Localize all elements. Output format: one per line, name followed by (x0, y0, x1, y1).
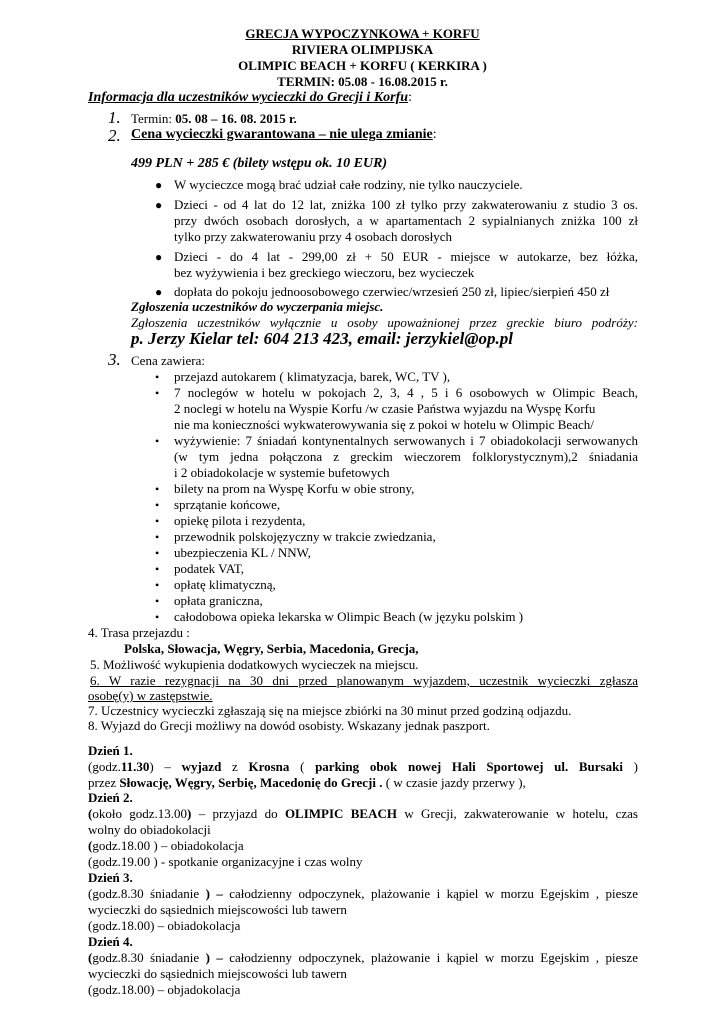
includes-10: opłatę klimatyczną, (174, 577, 276, 592)
bullet-dot: • (155, 610, 160, 624)
term-line: Termin: 05. 08 – 16. 08. 2015 r. (131, 111, 297, 126)
price-bullet-2c: tylko przy zakwaterowaniu przy 4 osobach dorosłych (174, 229, 452, 244)
price-bullet-1: W wycieczce mogą brać udział całe rodziny, nie tylko nauczyciele. (174, 177, 523, 192)
includes-6: opiekę pilota i rezydenta, (174, 513, 306, 528)
day-3-line-3: (godz.18.00) – obiadokolacja (88, 918, 241, 933)
includes-2a: 7 noclegów w hotelu w pokojach 2, 3, 4 , 5 i 6 osobowych w Olimpic Beach, (174, 385, 638, 400)
bullet-dot: ● (155, 198, 163, 212)
price-bullet-4: dopłata do pokoju jednoosobowego czerwiec/wrzesień 250 zł, lipiec/sierpień 450 zł (174, 284, 610, 299)
bullet-dot: • (155, 578, 160, 592)
includes-8: ubezpieczenia KL / NNW, (174, 545, 311, 560)
includes-11: opłata graniczna, (174, 593, 263, 608)
item-number-3: 3. (108, 350, 121, 369)
day-1-line-2: przez Słowację, Węgry, Serbię, Macedonię do Grecji . ( w czasie jazdy przerwy ), (88, 775, 526, 790)
price-value: 499 PLN + 285 € (bilety wstępu ok. 10 EUR) (131, 156, 388, 171)
point-6a: 6. W razie rezygnacji na 30 dni przed planowanym wyjazdem, uczestnik wycieczki zgłasza (90, 673, 638, 688)
day-2-line-3: (godz.18.00 ) – obiadokolacja (88, 838, 244, 853)
includes-5: sprzątanie końcowe, (174, 497, 281, 512)
bullet-dot: ● (155, 285, 163, 299)
item-number-1: 1. (108, 108, 121, 127)
bullet-dot: • (155, 482, 160, 496)
day-4-title: Dzień 4. (88, 934, 133, 949)
point-6b: osobę(y) w zastępstwie. (88, 688, 213, 703)
route-countries: Polska, Słowacja, Węgry, Serbia, Macedonia, Grecja, (124, 641, 419, 656)
includes-1: przejazd autokarem ( klimatyzacja, barek, WC, TV ), (174, 369, 451, 384)
day-3-line-1: (godz.8.30 śniadanie ) – całodzienny odpoczynek, plażowanie i kąpiel w morzu Egejskim , piesze (88, 886, 638, 901)
includes-3c: i 2 obiadokolacje w systemie bufetowych (174, 465, 390, 480)
bullet-dot: • (155, 546, 160, 560)
price-heading: Cena wycieczki gwarantowana – nie ulega zmianie: (131, 127, 437, 142)
item-number-2: 2. (108, 126, 121, 145)
header-destinations: OLIMPIC BEACH + KORFU ( KERKIRA ) (238, 58, 487, 73)
bullet-dot: • (155, 498, 160, 512)
header-region: RIVIERA OLIMPIJSKA (291, 42, 434, 57)
price-bullet-2a: Dzieci - od 4 lat do 12 lat, zniżka 100 zł tylko przy zakwaterowaniu z studio 3 os. (174, 197, 638, 212)
price-bullet-3b: bez wyżywienia i bez greckiego wieczoru, bez wycieczek (174, 265, 475, 280)
day-1-line-1: (godz.11.30) – wyjazd z Krosna ( parking obok nowej Hali Sportowej ul. Bursaki ) (88, 759, 638, 774)
includes-7: przewodnik polskojęzyczny w trakcie zwiedzania, (174, 529, 436, 544)
bullet-dot: • (155, 514, 160, 528)
day-1-title: Dzień 1. (88, 743, 133, 758)
point-7: 7. Uczestnicy wycieczki zgłaszają się na miejsce zbiórki na 30 minut przed godziną odjazdu. (88, 703, 572, 718)
header-term: TERMIN: 05.08 - 16.08.2015 r. (277, 74, 448, 89)
contact-line: p. Jerzy Kielar tel: 604 213 423, email: jerzykiel@op.pl (131, 329, 513, 348)
includes-3b: (w tym jedna połączona z greckim wieczorem folklorystycznym),2 śniadania (174, 449, 638, 464)
day-3-title: Dzień 3. (88, 870, 133, 885)
header-title: GRECJA WYPOCZYNKOWA + KORFU (245, 26, 480, 41)
price-includes-heading: Cena zawiera: (131, 353, 205, 368)
point-8: 8. Wyjazd do Grecji możliwy na dowód osobisty. Wskazany jednak paszport. (88, 718, 490, 733)
includes-2c: nie ma konieczności wykwaterowywania się z pokoi w hotelu w Olimpic Beach/ (174, 417, 594, 432)
point-5: 5. Możliwość wykupienia dodatkowych wycieczek na miejscu. (90, 657, 419, 672)
info-title: Informacja dla uczestników wycieczki do Grecji i Korfu: (88, 90, 412, 105)
bullet-dot: • (155, 370, 160, 384)
includes-3a: wyżywienie: 7 śniadań kontynentalnych serwowanych i 7 obiadokolacji serwowanych (174, 433, 638, 448)
bullet-dot: ● (155, 250, 163, 264)
day-4-line-2: wycieczki do sąsiednich miejscowości lub tawern (88, 966, 347, 981)
includes-9: podatek VAT, (174, 561, 245, 576)
bullet-dot: • (155, 386, 160, 400)
bullet-dot: • (155, 434, 160, 448)
day-4-line-1: (godz.8.30 śniadanie ) – całodzienny odpoczynek, plażowanie i kąpiel w morzu Egejskim , piesze (88, 950, 638, 965)
day-4-line-3: (godz.18.00) – objadokolacja (88, 982, 241, 997)
applications-note: Zgłoszenia uczestników do wyczerpania miejsc. (131, 299, 384, 314)
day-2-line-4: (godz.19.00 ) - spotkanie organizacyjne i czas wolny (88, 854, 363, 869)
price-bullet-3a: Dzieci - do 4 lat - 299,00 zł + 50 EUR - miejsce w autokarze, bez łóżka, (174, 249, 638, 264)
includes-12: całodobowa opieka lekarska w Olimpic Beach (w języku polskim ) (174, 609, 524, 624)
bullet-dot: • (155, 562, 160, 576)
bullet-dot: • (155, 530, 160, 544)
day-3-line-2: wycieczki do sąsiednich miejscowości lub tawern (88, 902, 347, 917)
day-2-line-1: (około godz.13.00) – przyjazd do OLIMPIC BEACH w Grecji, zakwaterowanie w hotelu, czas (88, 806, 638, 821)
day-2-line-2: wolny do obiadokolacji (88, 822, 211, 837)
route-heading: 4. Trasa przejazdu : (88, 625, 190, 640)
bullet-dot: • (155, 594, 160, 608)
applications-contact-note: Zgłoszenia uczestników wyłącznie u osoby upoważnionej przez greckie biuro podróży: (131, 315, 638, 330)
price-bullet-2b: przy dwóch osobach dorosłych, a w apartamentach 2 sypialnianych zniżka 100 zł (174, 213, 638, 228)
bullet-dot: ● (155, 178, 163, 192)
day-2-title: Dzień 2. (88, 790, 133, 805)
includes-4: bilety na prom na Wyspę Korfu w obie strony, (174, 481, 415, 496)
includes-2b: 2 noclegi w hotelu na Wyspie Korfu /w czasie Państwa wyjazdu na Wyspę Korfu (174, 401, 596, 416)
